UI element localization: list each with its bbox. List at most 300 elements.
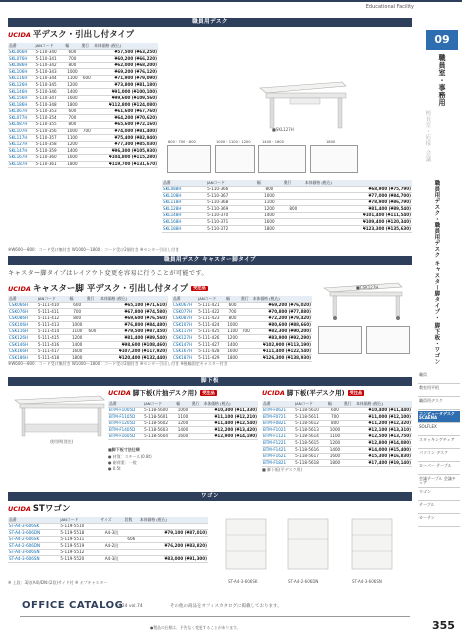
spec-table-csk-left [8, 296, 168, 362]
depth-cell [343, 440, 355, 447]
sidebar-index-item[interactable]: 会議テーブル 会議チェア [418, 476, 460, 488]
product-code-cell: SKL106H [8, 69, 34, 76]
jan-code-cell: 5-111-416 [37, 342, 69, 349]
jan-code-cell: 5-110-371 [206, 219, 256, 226]
jan-code-cell: 5-110-357 [34, 135, 64, 142]
product-code-cell: SKL187H [8, 161, 34, 168]
depth-cell: 700 [241, 328, 250, 334]
depth-cell [86, 302, 99, 309]
width-cell: 1200 [256, 206, 283, 213]
price-cell: ¥98,600 (¥108,460) [99, 342, 168, 349]
depth-cell [80, 56, 93, 63]
jan-code-cell: 5-110-341 [34, 56, 64, 63]
width-cell: 700 [327, 414, 343, 421]
width-cell [99, 536, 123, 543]
width-cell: 800 [225, 315, 240, 322]
jan-code-cell: 5-118-5603 [143, 427, 175, 434]
caster-lead-text: キャスター脚タイプはレイアウト変更を容易に行うことが可能です。 [8, 270, 208, 277]
column-header: 本体価格 (税込) [304, 180, 412, 186]
jan-code-cell: 5-110-344 [34, 75, 64, 82]
product-code-cell: CSK077H [172, 309, 197, 316]
jan-code-cell: 5-119-5511 [59, 536, 99, 543]
price-cell: ¥69,600 (¥76,560) [99, 315, 168, 322]
product-code-cell: SKL186H [8, 102, 34, 109]
jan-code-cell: 5-111-411 [37, 309, 69, 316]
table-row [8, 302, 168, 309]
jan-code-cell: 5-111-428 [197, 348, 225, 355]
width-cell: 1100 [64, 75, 80, 82]
width-cell: 1100 [225, 328, 240, 335]
sidebar-index-item[interactable]: 職員用デスク [418, 398, 460, 410]
jan-code-cell: 5-118-5613 [294, 427, 327, 434]
column-header: JANコード [37, 296, 69, 302]
depth-cell [80, 148, 93, 155]
jan-code-cell: 5-118-5616 [294, 447, 327, 454]
price-cell [139, 536, 208, 543]
product-code-cell: ST-A4-2-606SK [8, 536, 59, 543]
depth-cell [343, 453, 355, 460]
product-title-legboard-right [262, 390, 364, 397]
column-header: JANコード [143, 401, 175, 407]
column-header: サイズ [99, 517, 123, 523]
product-code-cell: CSK147H [172, 342, 197, 349]
table-row [262, 420, 412, 427]
width-cell: 1100 [327, 433, 343, 440]
jan-code-cell: 5-111-425 [197, 328, 225, 335]
jan-code-cell: 5-111-422 [197, 309, 225, 316]
price-cell: ¥12,800 (¥14,080) [355, 440, 412, 447]
price-cell: ¥111,400 (¥122,540) [252, 348, 312, 355]
jan-code-cell: 5-110-354 [34, 115, 64, 122]
column-header: 本体価格 (税込) [203, 401, 258, 407]
sidebar-index-item[interactable]: 職員 [418, 372, 460, 384]
top-rule [0, 0, 462, 2]
table-row [162, 226, 412, 233]
width-cell: 600 [327, 407, 343, 414]
sidebar-index-item[interactable]: テーブル [418, 502, 460, 514]
jan-code-cell: 5-110-348 [34, 102, 64, 109]
legboard-note-right: ■ 脚下板(平デスク用) [262, 467, 303, 472]
product-code-cell: CSK117H [172, 328, 197, 335]
depth-cell [124, 530, 139, 537]
product-code-cell: SKL148H [162, 212, 206, 219]
table-row [262, 427, 412, 434]
table-row [8, 69, 158, 76]
price-cell: ¥119,700 (¥131,670) [93, 161, 158, 168]
product-code-cell: SKL107H [8, 128, 34, 135]
jan-code-cell: 5-118-5615 [294, 440, 327, 447]
width-cell: 1600 [256, 219, 283, 226]
depth-cell [124, 556, 139, 563]
width-cell: 1400 [256, 212, 283, 219]
jan-code-cell: 5-111-413 [37, 322, 69, 329]
width-cell: A4-3段 [99, 556, 123, 563]
column-header: 本体価格 (税込) [93, 43, 158, 49]
price-cell: ¥102,900 (¥113,190) [252, 342, 312, 349]
product-code-cell: BTM-F0721 [262, 414, 294, 421]
table-row [8, 309, 168, 316]
product-code-cell: SKL168H [162, 219, 206, 226]
table-row [8, 115, 158, 122]
depth-cell [283, 193, 304, 200]
ucida-logo-icon: UCIDA [108, 389, 131, 397]
price-cell: ¥69,200 (¥76,120) [93, 69, 158, 76]
width-cell: 600 [225, 302, 240, 309]
product-code-cell: SKL126H [8, 82, 34, 89]
price-cell: ¥61,600 (¥67,760) [93, 108, 158, 115]
order-badge: 受注品 [349, 389, 363, 395]
depth-cell [124, 549, 139, 556]
sidebar-category-main: 職員室・事務用 [438, 54, 447, 107]
width-cell: 1400 [327, 447, 343, 454]
depth-cell [80, 141, 93, 148]
depth-cell [191, 414, 203, 421]
spec-table-skl-right [162, 180, 412, 233]
table-row [262, 433, 412, 440]
table-row [8, 102, 158, 109]
table-row [8, 49, 158, 56]
column-header: 奥行 [191, 401, 203, 407]
depth-cell [86, 315, 99, 322]
product-code-cell: SKL116H [8, 75, 34, 82]
diagram-label-2: 1000・1100・1200 [216, 140, 251, 144]
table-row [8, 82, 158, 89]
depth-cell [80, 95, 93, 102]
product-code-cell: SKL128H [162, 206, 206, 213]
column-header: 幅 [175, 401, 190, 407]
column-header: 幅 [64, 43, 80, 49]
table-row [162, 206, 412, 213]
product-code-cell: BTM-F1821 [262, 460, 294, 467]
column-header: 幅 [327, 401, 343, 407]
product-code-cell: BTM-F1221 [262, 440, 294, 447]
column-header: JANコード [34, 43, 64, 49]
section-heading-desk: 職員用デスク [8, 18, 412, 27]
depth-cell [240, 322, 252, 329]
column-header: 品番 [108, 401, 143, 407]
table-row [262, 440, 412, 447]
sidebar-index-item[interactable]: スタッキングチェア [418, 437, 460, 449]
table-row [8, 315, 168, 322]
width-cell: 1400 [64, 148, 80, 155]
jan-code-cell: 5-111-426 [197, 335, 225, 342]
depth-cell [80, 69, 93, 76]
product-code-cell: SKL146H [8, 89, 34, 96]
depth-cell [80, 102, 93, 109]
depth-cell [80, 155, 93, 162]
jan-code-cell: 5-118-5604 [143, 433, 175, 440]
jan-code-cell: 5-118-5617 [294, 453, 327, 460]
depth-cell [283, 212, 304, 219]
price-cell: ¥107,200 (¥117,920) [99, 348, 168, 355]
sidebar-section-label: 職員用デスク・職員用デスク キャスター脚タイプ・ 脚下板・ワゴン [433, 180, 440, 365]
price-cell: ¥71,900 (¥79,090) [93, 75, 158, 82]
column-header: 奥行 [240, 296, 252, 302]
width-cell: 1800 [225, 355, 240, 362]
dimension-diagram-3 [258, 145, 306, 173]
width-cell: 1100 [256, 199, 283, 206]
spec-table-legboard-left [108, 401, 258, 440]
column-header: 奥行 [80, 43, 93, 49]
depth-cell [80, 115, 93, 122]
price-cell: ¥78,900 (¥86,790) [304, 199, 412, 206]
wagon-images [218, 515, 408, 577]
jan-code-cell: 5-110-366 [206, 186, 256, 193]
price-cell: ¥73,800 (¥81,180) [93, 82, 158, 89]
price-cell: ¥76,800 (¥84,480) [99, 322, 168, 329]
footer-rule [20, 616, 410, 617]
table-row [162, 219, 412, 226]
depth-cell [80, 108, 93, 115]
table-row [172, 302, 312, 309]
column-header: 本体価格 (税込) [139, 517, 208, 523]
table-row [8, 122, 158, 129]
product-code-cell: SKL188H [162, 226, 206, 233]
column-header: 品番 [172, 296, 197, 302]
jan-code-cell: 5-110-340 [34, 49, 64, 56]
width-cell: A4-3段 [99, 530, 123, 537]
width-cell: 1200 [64, 141, 80, 148]
product-code-cell: CSK166H [8, 348, 37, 355]
width-cell [99, 523, 123, 530]
sidebar-index-item[interactable]: パソコン デスク [418, 450, 460, 462]
width-cell: 600 [69, 302, 86, 309]
depth-cell [343, 420, 355, 427]
column-header: 品番 [8, 296, 37, 302]
product-code-cell: BTM-F1605D [108, 433, 143, 440]
sidebar-index-item[interactable]: 教室用平机 [418, 385, 460, 397]
diagram-label-4: 1800 [326, 140, 336, 144]
width-cell: 800 [256, 186, 283, 193]
product-code-cell: CSK127H [172, 335, 197, 342]
product-code-cell: BTM-F1205D [108, 420, 143, 427]
width-cell: 1000 [175, 407, 190, 414]
depth-cell: 606 [124, 536, 139, 543]
depth-cell [240, 315, 252, 322]
jan-code-cell: 5-111-417 [37, 348, 69, 355]
price-cell: ¥14,000 (¥15,400) [355, 447, 412, 454]
product-code-cell: SKL147H [8, 148, 34, 155]
price-cell: ¥96,300 (¥105,930) [93, 148, 158, 155]
width-cell: 1100 [69, 328, 86, 335]
product-code-cell: CSK167H [172, 348, 197, 355]
price-cell: ¥57,500 (¥63,250) [93, 49, 158, 56]
dimension-diagram-2 [215, 145, 255, 173]
spec-table-legboard-right [262, 401, 412, 467]
depth-cell [343, 407, 355, 414]
product-title-flat-desk [8, 31, 134, 41]
section-heading-legboard: 脚下板 [8, 377, 412, 386]
product-code-cell: SKL127H [8, 141, 34, 148]
width-cell: 1200 [327, 440, 343, 447]
column-header: 本体価格 (税込) [355, 401, 412, 407]
jan-code-cell: 5-118-5614 [294, 433, 327, 440]
table-row [8, 523, 208, 530]
jan-code-cell: 5-118-5618 [294, 460, 327, 467]
sidebar-index-item[interactable]: ワゴン [418, 489, 460, 501]
wagon-label-3: ST-A4-3-606SN [352, 579, 382, 584]
depth-cell: 600 [86, 328, 99, 335]
depth-cell [343, 460, 355, 467]
jan-code-cell: 5-110-345 [34, 82, 64, 89]
price-cell: ¥11,100 (¥12,210) [203, 414, 258, 421]
width-cell: 1800 [69, 355, 86, 362]
section-heading-wagon: ワゴン [8, 492, 412, 501]
width-cell: 1600 [64, 155, 80, 162]
footer-logo: OFFICE CATALOG [22, 600, 124, 611]
product-code-cell: SKL087H [8, 122, 34, 129]
column-header: 品番 [262, 401, 294, 407]
width-cell: 1800 [64, 102, 80, 109]
table-row [162, 186, 412, 193]
jan-code-cell: 5-110-347 [34, 95, 64, 102]
jan-code-cell: 5-110-346 [34, 89, 64, 96]
table-row [8, 348, 168, 355]
product-code-cell: SKL077H [8, 115, 34, 122]
dimension-diagram-4 [310, 145, 358, 173]
dimension-diagram-5 [318, 326, 362, 354]
product-title-text: 脚下板(平デスク用) [286, 389, 345, 397]
sidebar-index-item[interactable]: ローパー テーブル [418, 463, 460, 475]
spec-table-csk-right [172, 296, 312, 362]
price-cell: ¥11,200 (¥12,320) [355, 420, 412, 427]
price-cell: ¥79,100 (¥87,010) [139, 530, 208, 537]
price-cell: ¥109,400 (¥120,340) [304, 219, 412, 226]
column-header: JANコード [294, 401, 327, 407]
ucida-logo-icon: UCIDA [8, 285, 31, 293]
width-cell: 1200 [175, 420, 190, 427]
column-header: JANコード [59, 517, 99, 523]
price-cell: ¥112,800 (¥124,080) [93, 102, 158, 109]
width-cell: 1200 [225, 335, 240, 342]
table-row [8, 530, 208, 537]
depth-cell [343, 414, 355, 421]
depth-cell: 800 [283, 206, 304, 213]
column-header: 幅 [225, 296, 240, 302]
product-code-cell: CSK186H [8, 355, 37, 362]
width-cell: 800 [64, 122, 80, 129]
width-cell: 1200 [64, 82, 80, 89]
price-cell: ¥81,400 (¥89,540) [304, 206, 412, 213]
product-code-cell: CSK087H [172, 315, 197, 322]
product-code-cell: SKL067H [8, 108, 34, 115]
depth-cell [86, 309, 99, 316]
wagon-label-1: ST-A4-3-606SK [228, 579, 258, 584]
depth-cell: 600 [80, 75, 93, 82]
legboard-usage-image [10, 394, 110, 440]
jan-code-cell: 5-110-358 [34, 141, 64, 148]
price-cell: ¥74,000 (¥81,400) [93, 128, 158, 135]
jan-code-cell: 5-119-5510 [59, 523, 99, 530]
depth-cell [80, 89, 93, 96]
depth-cell: 700 [80, 128, 93, 135]
product-title-text: STワゴン [32, 504, 71, 514]
table-row [162, 193, 412, 200]
spec-table-wagon [8, 517, 208, 563]
price-cell: ¥10,300 (¥11,330) [203, 407, 258, 414]
width-cell: 1400 [175, 427, 190, 434]
legboard-spec-line-3: ● 0.5t [108, 466, 121, 471]
table-row [162, 199, 412, 206]
price-cell: ¥99,600 (¥109,560) [93, 95, 158, 102]
depth-cell [191, 420, 203, 427]
product-caption-csk127h: ■CSK127H [356, 285, 379, 290]
price-cell: ¥123,300 (¥135,630) [304, 226, 412, 233]
table-row [162, 212, 412, 219]
jan-code-cell: 5-119-5519 [59, 543, 99, 550]
price-cell: ¥70,800 (¥77,880) [252, 309, 312, 316]
depth-cell [124, 523, 139, 530]
width-cell: 1000 [64, 128, 80, 135]
sidebar-index-item[interactable]: コンピュータデスク SCAENA [418, 411, 460, 423]
product-code-cell: SKL086H [8, 62, 34, 69]
table-row [8, 56, 158, 63]
price-cell: ¥72,200 (¥79,420) [252, 315, 312, 322]
table-row [8, 148, 158, 155]
sidebar-index-item[interactable]: SOLFLEX [418, 424, 460, 436]
price-cell: ¥65,100 (¥71,610) [99, 302, 168, 309]
product-code-cell: BTM-F1405D [108, 427, 143, 434]
product-title-legboard-left [108, 390, 217, 397]
width-cell: 700 [64, 56, 80, 63]
product-title-caster-desk [8, 285, 208, 295]
product-code-cell: ST-A4-2-606DN [8, 543, 59, 550]
jan-code-cell: 5-110-367 [206, 193, 256, 200]
table-row [108, 433, 258, 440]
column-header: 品番 [8, 517, 59, 523]
table-row [262, 414, 412, 421]
product-code-cell: CSK146H [8, 342, 37, 349]
price-cell: ¥11,400 (¥12,540) [203, 420, 258, 427]
jan-code-cell: 5-110-342 [34, 62, 64, 69]
depth-cell [80, 49, 93, 56]
column-header: 段数 [124, 517, 139, 523]
column-header: 奥行 [86, 296, 99, 302]
price-cell: ¥75,400 (¥82,940) [93, 135, 158, 142]
depth-cell [240, 302, 252, 309]
column-header: 本体価格 (税込) [252, 296, 312, 302]
depth-cell [191, 407, 203, 414]
table-row [8, 328, 168, 335]
price-cell: ¥77,300 (¥85,030) [93, 141, 158, 148]
table-row [108, 427, 258, 434]
ucida-logo-icon: UCIDA [262, 389, 285, 397]
table-row [8, 543, 208, 550]
depth-cell [283, 226, 304, 233]
ucida-logo-icon: UCIDA [8, 31, 31, 39]
jan-code-cell: 5-111-423 [197, 315, 225, 322]
sidebar-index-item[interactable]: カーテン [418, 515, 460, 527]
depth-cell [124, 543, 139, 550]
table-row [172, 348, 312, 355]
section-brand: Educational Facility [365, 4, 414, 10]
column-header: 品番 [8, 43, 34, 49]
width-cell: 1000 [327, 427, 343, 434]
product-code-cell: SKL076H [8, 56, 34, 63]
product-code-cell: ST-A4-3-606SK [8, 523, 59, 530]
jan-code-cell: 5-118-5600 [143, 407, 175, 414]
chapter-number: 09 [426, 30, 458, 50]
spec-table-skl-left [8, 43, 158, 168]
product-code-cell: BTM-F1121 [262, 433, 294, 440]
price-cell: ¥76,200 (¥83,820) [139, 543, 208, 550]
table-row [8, 135, 158, 142]
width-cell: 1600 [327, 453, 343, 460]
product-code-cell: BTM-F1005D [108, 407, 143, 414]
width-cell: 800 [327, 420, 343, 427]
product-code-cell: BTM-F0821 [262, 420, 294, 427]
dimension-diagram-6 [366, 326, 410, 354]
